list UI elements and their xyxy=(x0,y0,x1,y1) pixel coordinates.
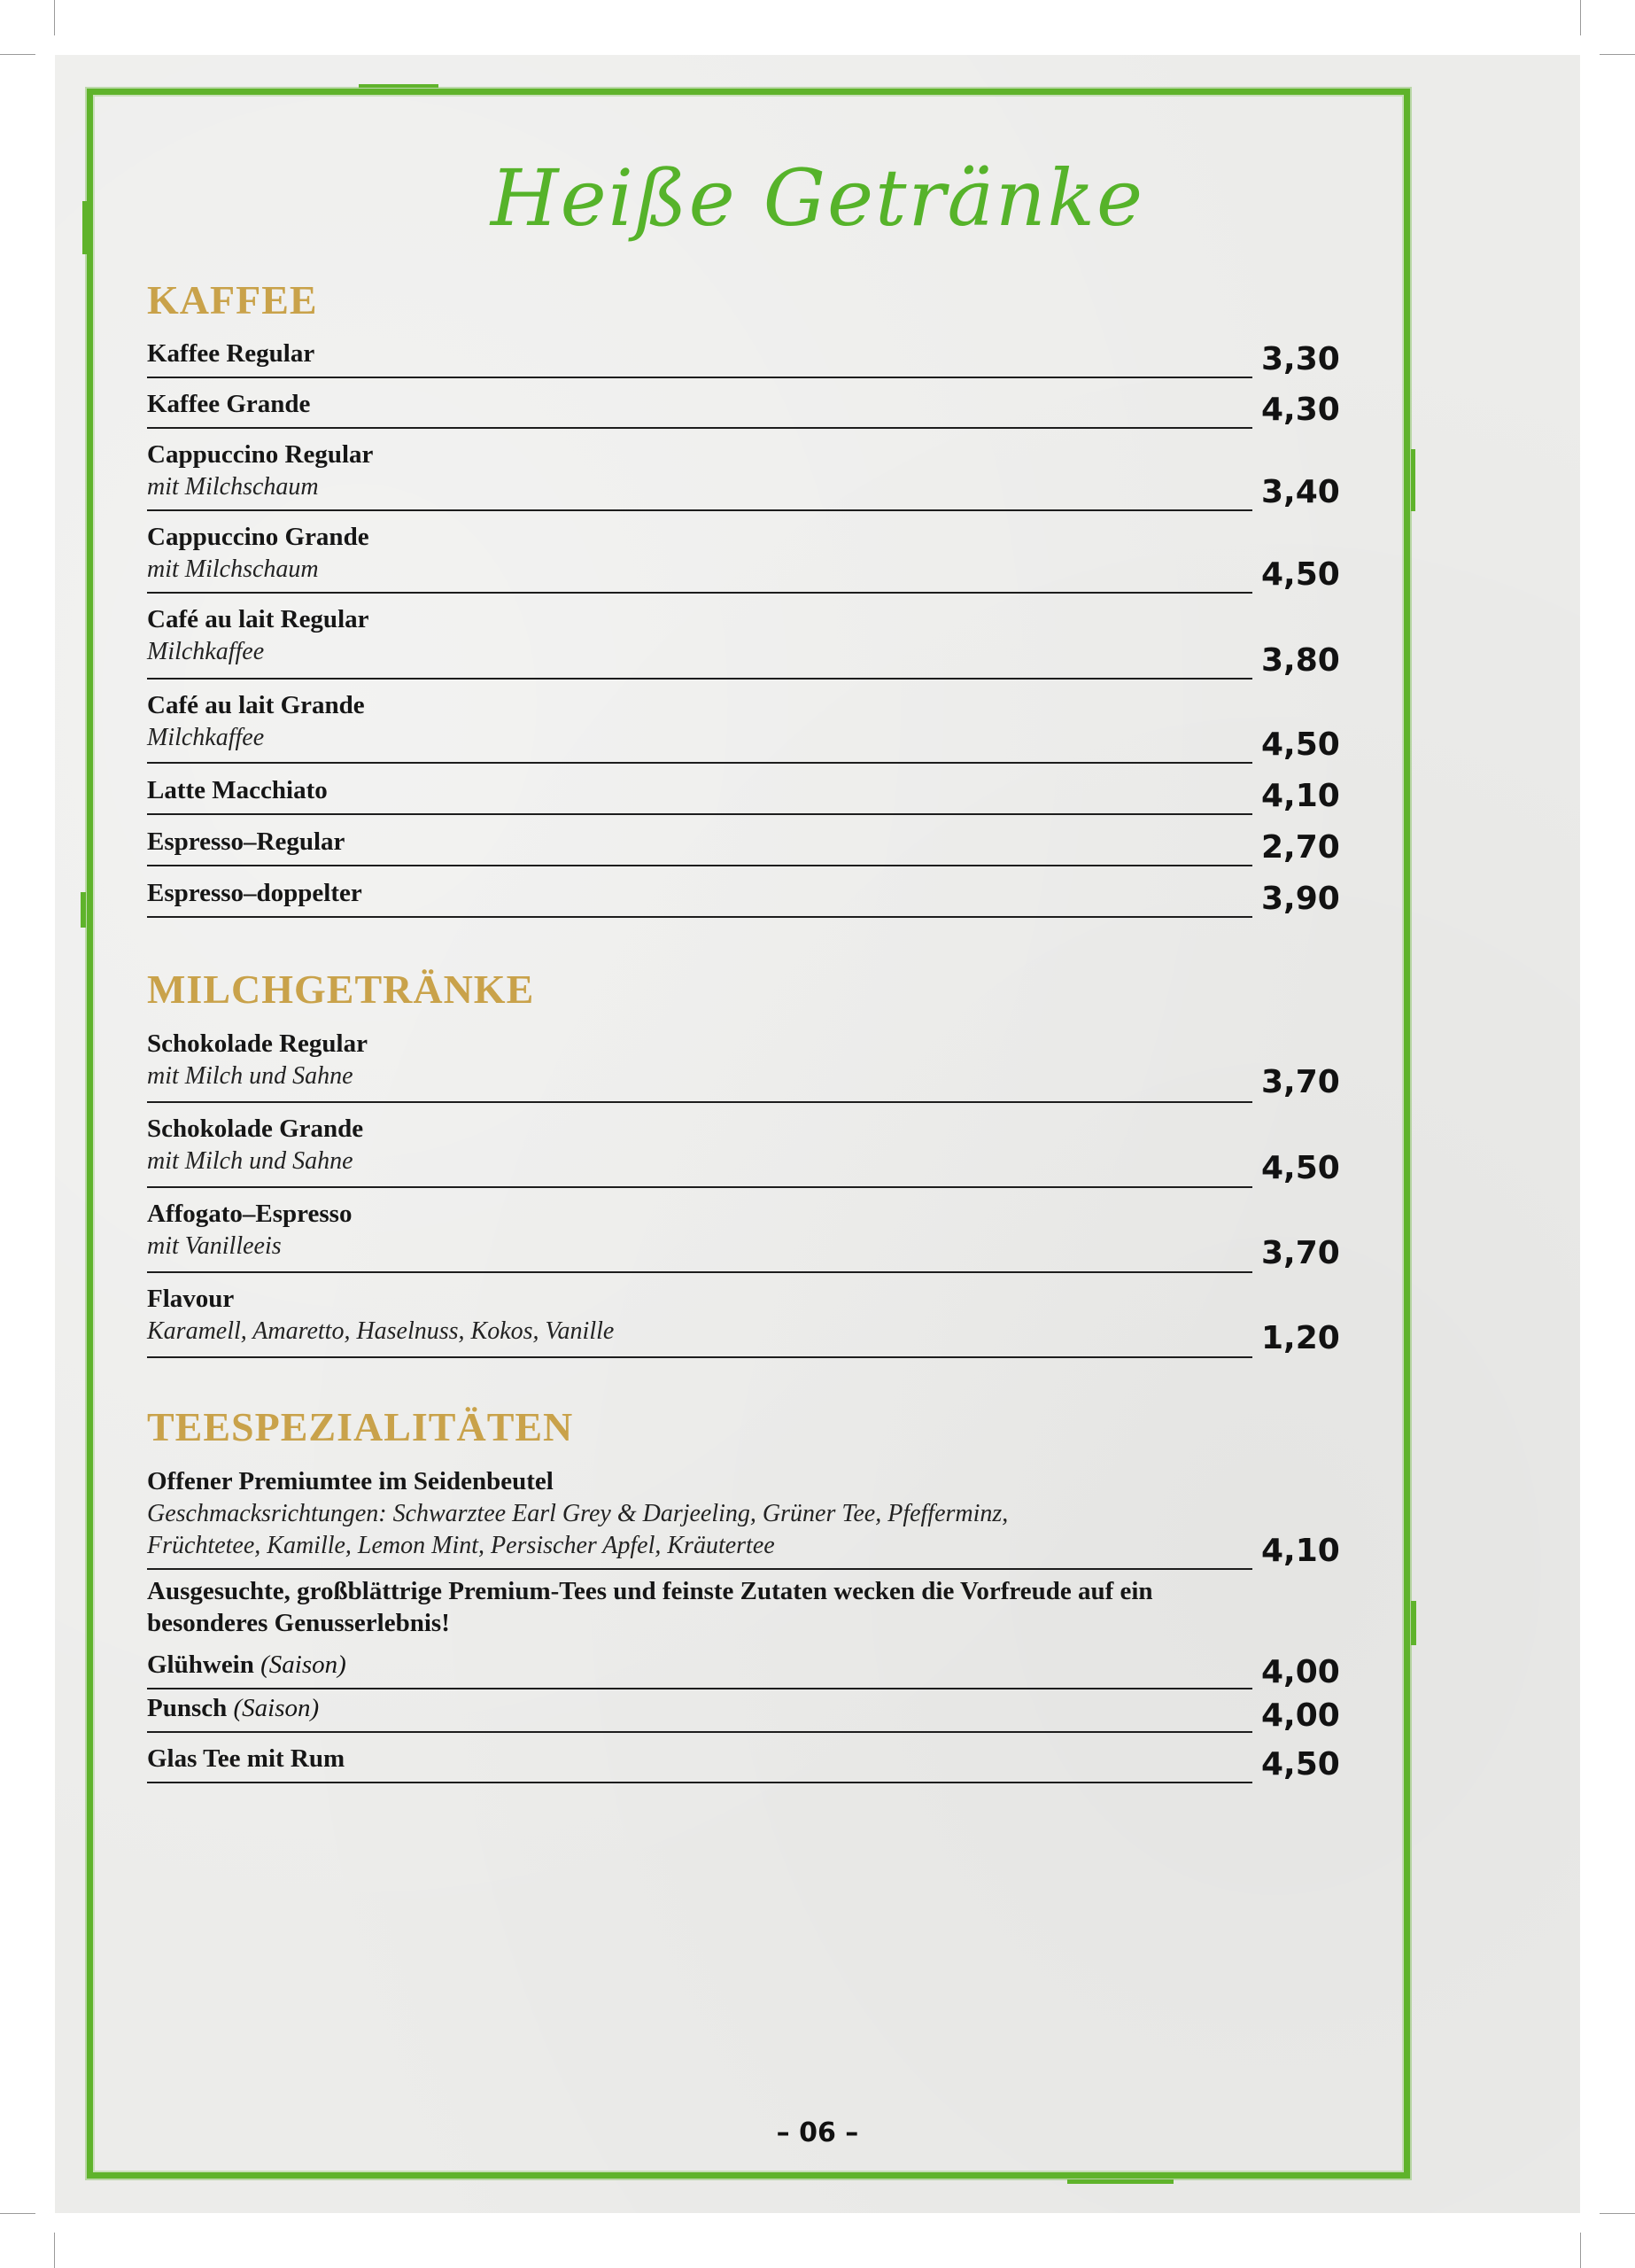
section-heading-kaffee: KAFFEE xyxy=(147,277,318,322)
crop-mark xyxy=(1580,0,1581,35)
item-price: 4,50 xyxy=(1261,1746,1340,1783)
crop-mark xyxy=(54,2233,55,2268)
item-name: Café au lait Regular xyxy=(147,605,369,633)
item-name: Latte Macchiato xyxy=(147,776,328,804)
menu-item xyxy=(147,520,1343,593)
menu-item xyxy=(147,438,1343,510)
dotted-rule xyxy=(147,865,1252,866)
menu-item xyxy=(147,602,1343,679)
crop-mark xyxy=(1600,54,1635,55)
item-price: 2,70 xyxy=(1261,829,1340,866)
tea-note: Ausgesuchte, großblättrige Premium-Tees und feinste Zutaten wecken die Vorfreude auf ein besonderes Genusserlebnis! xyxy=(147,1577,1153,1637)
item-description: Geschmacksrichtungen: Schwarztee Earl Grey & Darjeeling, Grüner Tee, Pfefferminz, xyxy=(147,1500,1009,1527)
item-price: 3,90 xyxy=(1261,881,1340,917)
item-price: 3,40 xyxy=(1261,474,1340,510)
item-description: Milchkaffee xyxy=(147,638,265,665)
crop-mark xyxy=(0,2213,35,2214)
item-price: 4,10 xyxy=(1261,778,1340,814)
item-name: Kaffee Regular xyxy=(147,339,315,368)
item-description: mit Milch und Sahne xyxy=(147,1062,353,1090)
item-name: Schokolade Regular xyxy=(147,1029,368,1058)
dotted-rule xyxy=(147,916,1252,918)
item-name: Glas Tee mit Rum xyxy=(147,1744,345,1773)
item-name: Affogato–Espresso xyxy=(147,1200,353,1228)
dotted-rule xyxy=(147,427,1252,429)
menu-item xyxy=(147,1197,1343,1271)
item-name: Cappuccino Regular xyxy=(147,440,374,469)
dotted-rule xyxy=(147,377,1252,378)
item-price: 4,30 xyxy=(1261,392,1340,428)
menu-item xyxy=(147,1282,1343,1356)
dotted-rule xyxy=(147,678,1252,680)
dotted-rule xyxy=(147,1356,1252,1358)
menu-item xyxy=(147,773,1343,814)
item-description: mit Vanilleeis xyxy=(147,1232,282,1260)
item-description: Früchtetee, Kamille, Lemon Mint, Persischer Apfel, Kräutertee xyxy=(147,1532,775,1559)
item-name: Kaffee Grande xyxy=(147,390,311,418)
item-price: 3,80 xyxy=(1261,642,1340,679)
dotted-rule xyxy=(147,1688,1252,1689)
item-name: Schokolade Grande xyxy=(147,1115,364,1143)
item-price: 4,50 xyxy=(1261,1150,1340,1186)
item-description: mit Milchschaum xyxy=(147,473,319,501)
menu-item xyxy=(147,1464,1343,1569)
item-name: Espresso–Regular xyxy=(147,827,345,856)
item-price: 3,70 xyxy=(1261,1064,1340,1100)
item-price: 1,20 xyxy=(1261,1320,1340,1356)
item-name: Offener Premiumtee im Seidenbeutel xyxy=(147,1467,554,1495)
item-description: mit Milch und Sahne xyxy=(147,1147,353,1175)
menu-item xyxy=(147,1742,1343,1783)
dotted-rule xyxy=(147,1782,1252,1783)
item-price: 4,00 xyxy=(1261,1654,1340,1690)
dotted-rule xyxy=(147,1731,1252,1733)
item-name: Café au lait Grande xyxy=(147,691,365,719)
menu-item xyxy=(147,1691,1343,1734)
item-description: mit Milchschaum xyxy=(147,555,319,583)
page-number: – 06 – xyxy=(776,2117,859,2148)
menu-item xyxy=(147,688,1343,763)
item-note: (Saison) xyxy=(260,1651,346,1679)
item-price: 4,50 xyxy=(1261,726,1340,763)
dotted-rule xyxy=(147,762,1252,764)
section-heading-milchgetraenke: MILCHGETRÄNKE xyxy=(147,967,535,1012)
section-heading-teespezialitaeten: TEESPEZIALITÄTEN xyxy=(147,1404,574,1449)
crop-mark xyxy=(1600,2213,1635,2214)
item-note: (Saison) xyxy=(233,1694,320,1722)
item-description: Karamell, Amaretto, Haselnuss, Kokos, Vanille xyxy=(147,1317,615,1345)
dotted-rule xyxy=(147,1101,1252,1103)
item-name: Punsch (Saison) xyxy=(147,1694,320,1722)
menu-item xyxy=(147,1648,1343,1690)
crop-mark xyxy=(1580,2233,1581,2268)
page-title: Heiße Getränke xyxy=(490,152,1145,244)
dotted-rule xyxy=(147,813,1252,815)
crop-mark xyxy=(54,0,55,35)
item-name: Cappuccino Grande xyxy=(147,523,369,551)
item-price: 4,00 xyxy=(1261,1697,1340,1734)
item-price: 3,70 xyxy=(1261,1235,1340,1271)
dotted-rule xyxy=(147,1186,1252,1188)
item-name: Glühwein (Saison) xyxy=(147,1651,346,1679)
dotted-rule xyxy=(147,592,1252,594)
dotted-rule xyxy=(147,509,1252,511)
item-name: Flavour xyxy=(147,1285,235,1313)
dotted-rule xyxy=(147,1568,1252,1570)
crop-mark xyxy=(0,54,35,55)
menu-item xyxy=(147,337,1343,377)
menu-item xyxy=(147,1112,1343,1186)
item-name: Espresso–doppelter xyxy=(147,879,362,907)
item-description: Milchkaffee xyxy=(147,724,265,751)
menu-item xyxy=(147,1027,1343,1100)
menu-item xyxy=(147,387,1343,428)
menu-item xyxy=(147,876,1343,917)
item-price: 4,50 xyxy=(1261,556,1340,593)
item-price: 4,10 xyxy=(1261,1533,1340,1569)
menu-item xyxy=(147,825,1343,866)
dotted-rule xyxy=(147,1271,1252,1273)
item-price: 3,30 xyxy=(1261,341,1340,377)
